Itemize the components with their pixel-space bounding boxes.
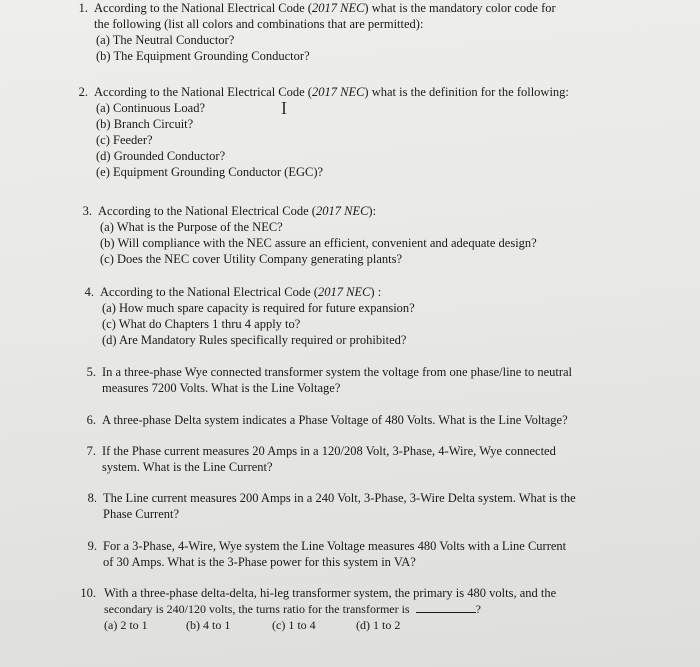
- question-line: According to the National Electrical Code (2017 NEC) what is the definition for the following:: [94, 85, 569, 99]
- question-6: [66, 412, 666, 428]
- question-line: According to the National Electrical Code (2017 NEC) what is the mandatory color code for: [94, 1, 556, 15]
- sub-question: (d) Are Mandatory Rules specifically required or prohibited?: [102, 333, 407, 347]
- question-line: A three-phase Delta system indicates a Phase Voltage of 480 Volts. What is the Line Voltage?: [102, 413, 568, 427]
- question-line: secondary is 240/120 volts, the turns ratio for the transformer is ?: [104, 602, 481, 616]
- choice-d: (d) 1 to 2: [356, 618, 401, 632]
- choice-a: (a) 2 to 1: [104, 618, 148, 632]
- question-number: 7.: [86, 444, 96, 458]
- question-10: [50, 585, 670, 633]
- question-2: [58, 84, 668, 180]
- question-number: 10.: [80, 586, 96, 600]
- choice-c: (c) 1 to 4: [272, 618, 316, 632]
- question-line: of 30 Amps. What is the 3-Phase power for this system in VA?: [103, 555, 416, 569]
- question-line: According to the National Electrical Code (2017 NEC):: [98, 204, 377, 218]
- question-number: 1.: [78, 1, 88, 15]
- question-line: measures 7200 Volts. What is the Line Voltage?: [102, 381, 341, 395]
- sub-question: (b) Branch Circuit?: [96, 117, 194, 131]
- question-line: According to the National Electrical Code (2017 NEC) :: [100, 285, 382, 299]
- question-line: In a three-phase Wye connected transformer system the voltage from one phase/line to neutral: [102, 365, 573, 379]
- sub-question: (c) Does the NEC cover Utility Company generating plants?: [100, 252, 403, 266]
- question-number: 2.: [78, 85, 88, 99]
- sub-question: (a) What is the Purpose of the NEC?: [100, 220, 283, 234]
- question-number: 5.: [86, 365, 96, 379]
- question-number: 6.: [86, 413, 96, 427]
- question-5: [66, 364, 666, 396]
- choice-b: (b) 4 to 1: [186, 618, 231, 632]
- question-4: [64, 284, 674, 348]
- answer-choices: [104, 617, 670, 633]
- sub-question: (b) Will compliance with the NEC assure an efficient, convenient and adequate design?: [100, 236, 537, 250]
- question-line: If the Phase current measures 20 Amps in a 120/208 Volt, 3-Phase, 4-Wire, Wye connected: [102, 444, 556, 458]
- text-cursor-icon: I: [281, 98, 287, 118]
- sub-question: (a) How much spare capacity is required for future expansion?: [102, 301, 415, 315]
- sub-question: (c) What do Chapters 1 thru 4 apply to?: [102, 317, 301, 331]
- sub-question: (e) Equipment Grounding Conductor (EGC)?: [96, 165, 324, 179]
- question-9: [67, 538, 667, 570]
- question-number: 8.: [87, 491, 97, 505]
- question-line: system. What is the Line Current?: [102, 460, 273, 474]
- sub-question: (d) Grounded Conductor?: [96, 149, 226, 163]
- question-line: For a 3-Phase, 4-Wire, Wye system the Line Voltage measures 480 Volts with a Line Current: [103, 539, 567, 553]
- question-line: the following (list all colors and combinations that are permitted):: [94, 17, 424, 31]
- question-line: Phase Current?: [103, 507, 180, 521]
- sub-question: (b) The Equipment Grounding Conductor?: [96, 49, 310, 63]
- question-number: 9.: [87, 539, 97, 553]
- question-number: 3.: [82, 204, 92, 218]
- question-8: [67, 490, 667, 522]
- question-line: With a three-phase delta-delta, hi-leg transformer system, the primary is 480 volts, and the: [104, 586, 557, 600]
- question-line: The Line current measures 200 Amps in a 240 Volt, 3-Phase, 3-Wire Delta system. What is the: [103, 491, 576, 505]
- answer-blank: [416, 602, 476, 613]
- question-7: [66, 443, 666, 475]
- question-3: [62, 203, 672, 267]
- sub-question: (c) Feeder?: [96, 133, 153, 147]
- question-1: [58, 0, 668, 64]
- sub-question: (a) The Neutral Conductor?: [96, 33, 235, 47]
- sub-question: (a) Continuous Load?: [96, 101, 206, 115]
- question-number: 4.: [84, 285, 94, 299]
